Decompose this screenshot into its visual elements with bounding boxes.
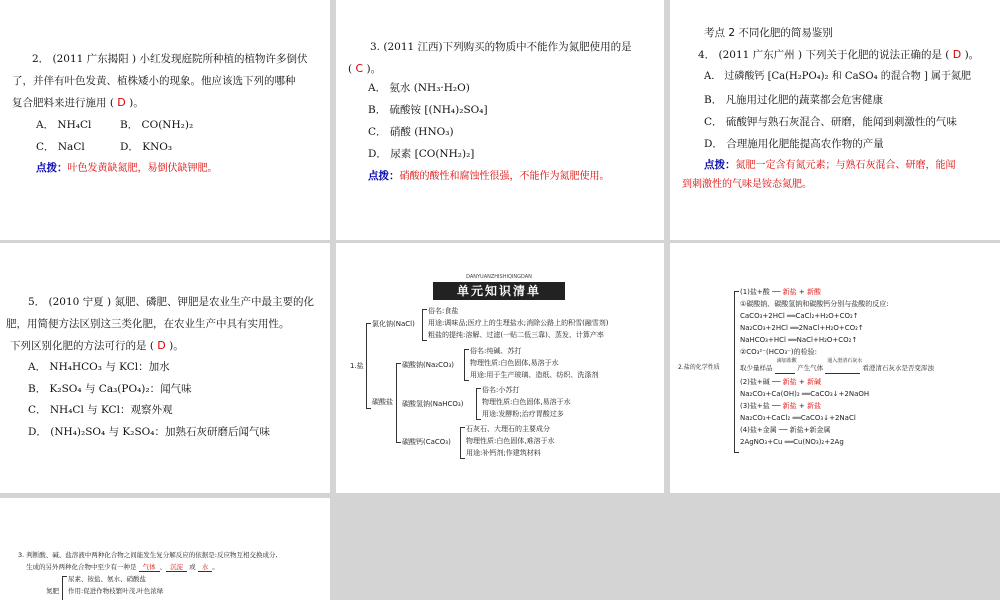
slide-question-3	[336, 0, 664, 240]
outline-leaf: 用途:用于生产玻璃、造纸、纺织、洗涤剂	[470, 371, 599, 379]
hint-label: 点拨：	[368, 170, 400, 182]
property-line: (1)盐+酸 ── 新盐 + 新酸	[740, 288, 821, 296]
outline-node-carbonate: 碳酸盐	[372, 398, 393, 406]
answer-blank: 水	[198, 563, 213, 572]
outline-leaf: 俗名:纯碱、苏打	[470, 347, 522, 355]
outline-leaf: 用途:补钙剂;作建筑材料	[466, 449, 541, 457]
answer-blank: 沉淀	[166, 563, 187, 572]
hint	[704, 158, 956, 173]
option-a: A． NH₄Cl	[36, 119, 92, 131]
question-text-line: 肥，用简便方法区别这三类化肥，在农业生产中具有实用性。	[6, 318, 290, 330]
equation-line: Na₂CO₃+CaCl₂ ══CaCO₃↓+2NaCl	[740, 414, 856, 422]
option-c: C． 硝酸 (HNO₃)	[368, 126, 454, 138]
empty-area	[336, 498, 1000, 600]
property-line: (2)盐+碱 ── 新盐 + 新碱	[740, 378, 821, 386]
outline-root: 1.盐	[350, 362, 364, 370]
outline-node-nahco3: 碳酸氢钠(NaHCO₃)	[402, 400, 464, 408]
outline-brace	[62, 576, 67, 600]
answer-letter: D	[157, 339, 166, 352]
question-text-line: 2． (2011 广东揭阳 ) 小红发现庭院所种植的植物许多倒伏	[32, 53, 308, 65]
option-d: D． 合理施用化肥能提高农作物的产量	[704, 138, 884, 150]
question-text-line: 下列区别化肥的方法可行的是 ( D )。	[10, 339, 184, 352]
hint	[36, 161, 218, 176]
outline-brace	[422, 309, 427, 341]
answer-blank: 气体	[139, 563, 160, 572]
outline-node: 氮肥	[46, 587, 59, 595]
slide-salt-properties	[670, 243, 1000, 493]
hint-label: 点拨：	[704, 159, 736, 171]
option-d: D． 尿素 [CO(NH₂)₂]	[368, 148, 475, 160]
property-line: (3)盐+盐 ── 新盐 + 新盐	[740, 402, 821, 410]
outline-node-nacl: 氯化钠(NaCl)	[372, 320, 415, 328]
outline-subtitle: DANYUANZHISHIQINGDAN	[466, 274, 532, 280]
outline-leaf: 物理性质:白色固体,易溶于水	[470, 359, 559, 367]
question-text-line: 了，并伴有叶色发黄、植株矮小的现象。他应该选下列的哪种	[12, 75, 296, 87]
outline-leaf: 粗盐的提纯:溶解、过滤(一贴二低三靠)、蒸发、计算产率	[428, 331, 604, 339]
option-d: D． (NH₄)₂SO₄ 与 K₂SO₄：加熟石灰研磨后闻气味	[28, 426, 270, 438]
option-c: C． 硫酸钾与熟石灰混合、研磨，能闻到刺激性的气味	[704, 116, 957, 128]
option-a: A． 过磷酸钙 [Ca(H₂PO₄)₂ 和 CaSO₄ 的混合物 ] 属于氮肥	[704, 71, 972, 82]
outline-leaf: 俗名:食盐	[428, 307, 459, 315]
option-b: B． K₂SO₄ 与 Ca₃(PO₄)₂：闻气味	[28, 383, 192, 395]
hint-text: 到刺激性的气味是铵态氮肥。	[682, 179, 812, 190]
text-line: 作用:促进作物枝繁叶茂,叶色浓绿	[68, 587, 164, 595]
equation-line: 2AgNO₃+Cu ══Cu(NO₃)₂+2Ag	[740, 438, 844, 446]
question-text-line: 4． (2011 广东广州 ) 下列关于化肥的说法正确的是 ( D )。	[698, 48, 980, 61]
text-line: 尿素、铵盐、氨水、硝酸盐	[68, 575, 146, 583]
hint-text: 硝酸的酸性和腐蚀性很强，不能作为氮肥使用。	[399, 171, 610, 182]
hint-text: 叶色发黄缺氮肥，易倒伏缺钾肥。	[67, 163, 218, 174]
text-line: 生成的另外两种化合物中至少有一种是 气体 、 沉淀 或 水 。	[26, 563, 219, 571]
option-c: C． NaCl	[36, 141, 85, 153]
outline-leaf: 用途:发酵粉;治疗胃酸过多	[482, 410, 564, 418]
question-text-line: 3. (2011 江西)下列购买的物质中不能作为氮肥使用的是	[370, 41, 632, 53]
outline-title: 单元知识清单	[433, 282, 565, 300]
option-d: D． KNO₃	[120, 141, 173, 153]
slide-knowledge-outline	[336, 243, 664, 493]
outline-leaf: 用途:调味品;医疗上的生理盐水;消除公路上的积雪(融雪剂)	[428, 319, 609, 327]
outline-root: 2.盐的化学性质	[678, 364, 720, 371]
equation-line: CaCO₃+2HCl ══CaCl₂+H₂O+CO₂↑	[740, 312, 859, 320]
test-procedure-line: 取少量样品 滴加盐酸 产生气体 通入澄清石灰水 看澄清石灰水是否变浑浊	[740, 358, 934, 372]
outline-brace	[366, 323, 371, 409]
option-a: A． NH₄HCO₃ 与 KCl：加水	[28, 361, 170, 373]
outline-leaf: 物理性质:白色固体,易溶于水	[482, 398, 571, 406]
outline-brace	[476, 388, 481, 420]
property-line: (4)盐+金属 ── 新盐+新金属	[740, 426, 831, 434]
answer-letter: D	[117, 96, 126, 109]
question-text-line: 复合肥料来进行施用 ( D )。	[12, 96, 144, 109]
outline-brace	[396, 363, 401, 443]
outline-brace	[734, 291, 739, 453]
option-b: B． 凡施用过化肥的蔬菜都会危害健康	[704, 94, 884, 106]
equation-line: NaHCO₃+HCl ══NaCl+H₂O+CO₂↑	[740, 336, 858, 344]
option-c: C． NH₄Cl 与 KCl：观察外观	[28, 404, 173, 416]
slide-question-2	[0, 0, 330, 240]
hint	[368, 169, 610, 184]
question-text-line: 5． (2010 宁夏 ) 氮肥、磷肥、钾肥是农业生产中最主要的化	[28, 296, 314, 308]
hint-label: 点拨：	[36, 162, 68, 174]
outline-leaf: 石灰石、大理石的主要成分	[466, 425, 550, 433]
section-heading: 考点 2 不同化肥的简易鉴别	[704, 27, 833, 39]
option-b: B． CO(NH₂)₂	[120, 119, 194, 131]
question-text-line: ( C )。	[348, 62, 382, 75]
outline-node-caco3: 碳酸钙(CaCO₃)	[402, 438, 451, 446]
outline-brace	[464, 349, 469, 381]
slide-question-4	[670, 0, 1000, 240]
slide-question-5	[0, 243, 330, 493]
text-line: 3. 判断酸、碱、盐溶液中两种化合物之间能发生复分解反应的依据是:反应物互相交换成分,	[18, 551, 278, 559]
option-b: B． 硫酸铵 [(NH₄)₂SO₄]	[368, 104, 488, 116]
outline-leaf: 物理性质:白色固体,难溶于水	[466, 437, 555, 445]
property-line: ①碳酸钠、碳酸氢钠和碳酸钙分别与盐酸的反应:	[740, 300, 889, 308]
answer-letter: C	[355, 62, 364, 75]
option-a: A． 氨水 (NH₃·H₂O)	[368, 82, 470, 94]
outline-node-na2co3: 碳酸钠(Na₂CO₃)	[402, 361, 454, 369]
hint-text: 氮肥一定含有氮元素；与熟石灰混合、研磨，能闻	[735, 160, 956, 171]
equation-line: Na₂CO₃+Ca(OH)₂ ══CaCO₃↓+2NaOH	[740, 390, 870, 398]
property-line: ②CO₃²⁻(HCO₃⁻)的检验:	[740, 348, 817, 356]
outline-leaf: 俗名:小苏打	[482, 386, 520, 394]
slide-reaction-conditions	[0, 498, 330, 600]
equation-line: Na₂CO₃+2HCl ══2NaCl+H₂O+CO₂↑	[740, 324, 864, 332]
outline-brace	[460, 427, 465, 459]
answer-letter: D	[952, 48, 962, 61]
